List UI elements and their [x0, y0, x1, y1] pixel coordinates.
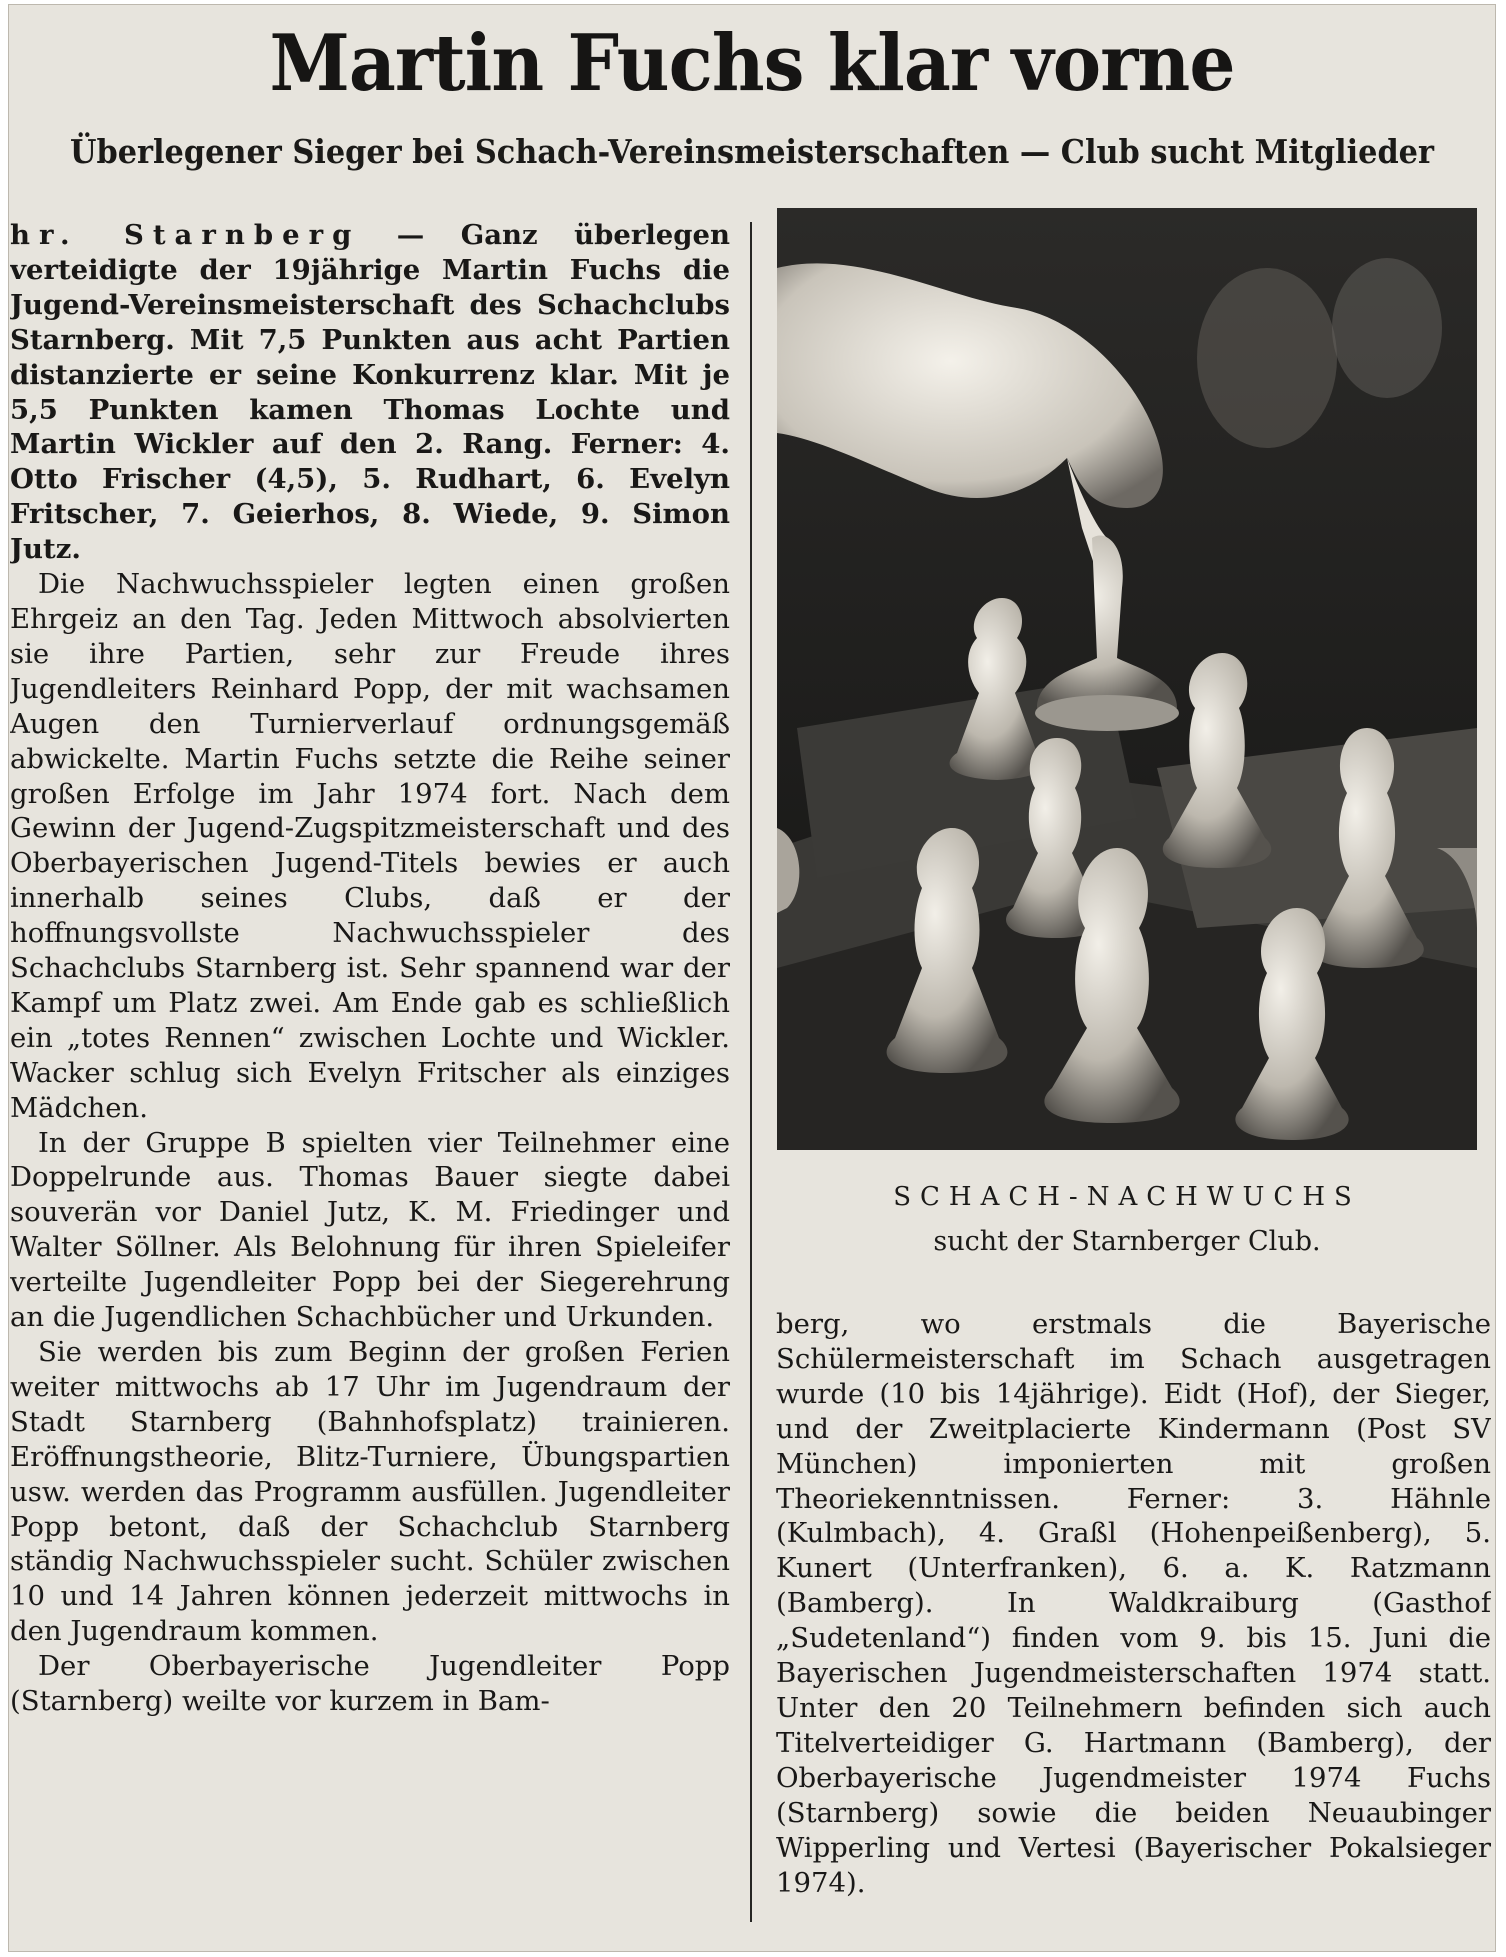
- lead-paragraph: [10, 218, 730, 567]
- chess-photo: [777, 208, 1477, 1150]
- headline: Martin Fuchs klar vorne: [269, 18, 1235, 109]
- body-paragraph: Sie werden bis zum Beginn der großen Ferien weiter mittwochs ab 17 Uhr im Jugendraum der Stadt Starnberg (Bahnhofsplatz) trainieren. Eröffnungstheorie, Blitz-Turniere, Übungspartien usw. werden das Programm ausfüllen. Jugendleiter Popp betont, daß der Schachclub Starnberg ständig Nachwuchsspieler sucht. Schüler zwischen 10 und 14 Jahren können jederzeit mittwochs in den Jugendraum kommen.: [10, 1336, 730, 1648]
- dateline: hr. Starnberg: [10, 219, 361, 251]
- right-text-column: [776, 1307, 1491, 1952]
- lead-text: — Ganz überlegen verteidigte der 19jährige Martin Fuchs die Jugend-Vereinsmeisterschaft des Schachclubs Starnberg. Mit 7,5 Punkten aus acht Partien distanzierte er seine Konkurrenz klar. Mit je 5,5 Punkten kamen Thomas Lochte und Martin Wickler auf den 2. Rang. Ferner: 4. Otto Frischer (4,5), 5. Rudhart, 6. Evelyn Fritscher, 7. Geierhos, 8. Wiede, 9. Simon Jutz.: [10, 219, 730, 566]
- newspaper-clipping: [8, 4, 1496, 1952]
- column-divider: [750, 222, 752, 1922]
- body-paragraph: In der Gruppe B spielten vier Teilnehmer eine Doppelrunde aus. Thomas Bauer siegte dabei souverän vor Daniel Jutz, K. M. Friedinger und Walter Söllner. Als Belohnung für ihren Spieleifer verteilte Jugendleiter Popp bei der Siegerehrung an die Jugendlichen Schachbücher und Urkunden.: [10, 1126, 730, 1334]
- left-text-column: [10, 218, 730, 1952]
- body-paragraph: Die Nachwuchsspieler legten einen großen Ehrgeiz an den Tag. Jeden Mittwoch absolvierten sie ihre Partien, sehr zur Freude ihres Jugendleiters Reinhard Popp, der mit wachsamen Augen den Turnierverlauf ordnungsgemäß abwickelte. Martin Fuchs setzte die Reihe seiner großen Erfolge im Jahr 1974 fort. Nach dem Gewinn der Jugend-Zugspitzmeisterschaft und des Oberbayerischen Jugend-Titels bewies er auch innerhalb seines Clubs, daß er der hoffnungsvollste Nachwuchsspieler des Schachclubs Starnberg ist. Sehr spannend war der Kampf um Platz zwei. Am Ende gab es schließlich ein „totes Rennen“ zwischen Lochte und Wickler. Wacker schlug sich Evelyn Fritscher als einziges Mädchen.: [10, 568, 730, 1124]
- body-paragraph: Der Oberbayerische Jugendleiter Popp (Starnberg) weilte vor kurzem in Bam-: [10, 1650, 730, 1718]
- photo-caption-text: sucht der Starnberger Club.: [933, 1226, 1321, 1257]
- subheadline: Überlegener Sieger bei Schach-Vereinsmeisterschaften — Club sucht Mitglieder: [69, 132, 1434, 171]
- continuation-paragraph: berg, wo erstmals die Bayerische Schülermeisterschaft im Schach ausgetragen wurde (10 bis 14jährige). Eidt (Hof), der Sieger, und der Zweitplacierte Kindermann (Post SV München) imponierten mit großen Theoriekenntnissen. Ferner: 3. Hähnle (Kulmbach), 4. Graßl (Hohenpeißenberg), 5. Kunert (Unterfranken), 6. a. K. Ratzmann (Bamberg). In Waldkraiburg (Gasthof „Sudetenland“) finden vom 9. bis 15. Juni die Bayerischen Jugendmeisterschaften 1974 statt. Unter den 20 Teilnehmern befinden sich auch Titelverteidiger G. Hartmann (Bamberg), der Oberbayerische Jugendmeister 1974 Fuchs (Starnberg) sowie die beiden Neuaubinger Wipperling und Vertesi (Bayerischer Pokalsieger 1974).: [776, 1308, 1491, 1899]
- chess-pieces-illustration: [777, 208, 1477, 1150]
- photo-caption-title: SCHACH-NACHWUCHS: [893, 1182, 1361, 1212]
